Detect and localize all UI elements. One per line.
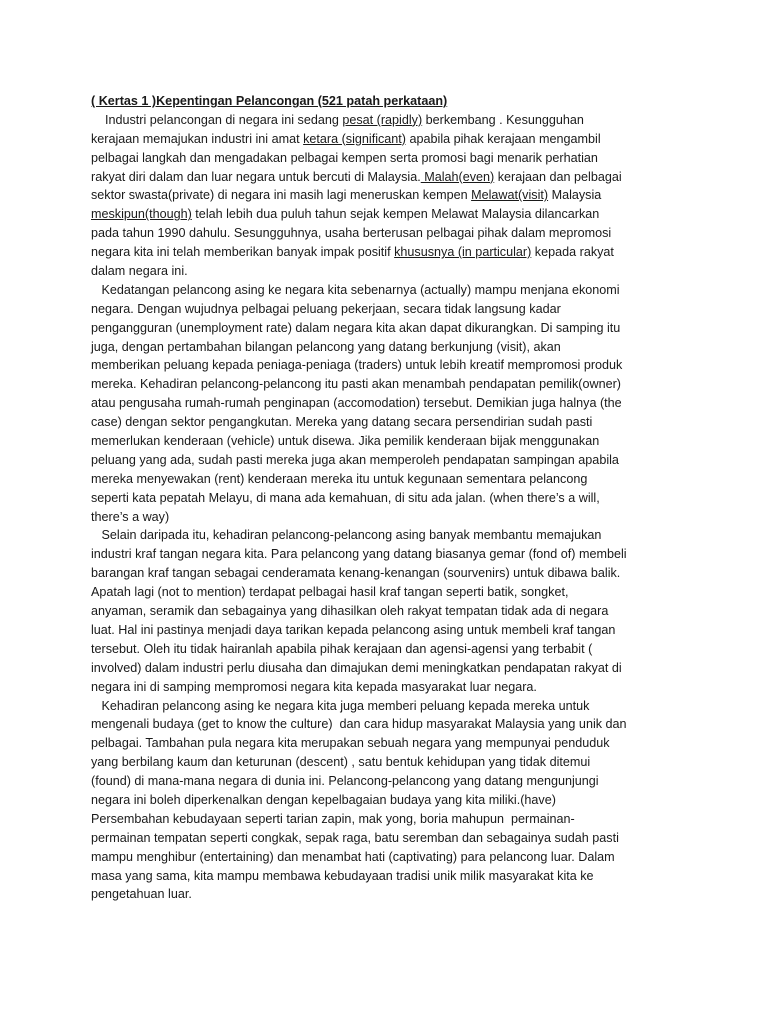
text-run: mereka menyewakan (rent) kenderaan mereka itu untuk kegunaan sementara pelancong [91, 471, 588, 486]
underlined-term: ketara (significant) [303, 131, 406, 146]
text-run: (found) di mana-mana negara di dunia ini. Pelancong-pelancong yang datang mengunjungi [91, 774, 599, 789]
text-run: seperti kata pepatah Melayu, di mana ada kemahuan, di situ ada jalan. (when there’s a will, [91, 490, 600, 505]
text-run: luat. Hal ini pastinya menjadi daya tarikan kepada pelancong asing untuk membeli kraf tangan [91, 622, 616, 637]
text-run: Selain daripada itu, kehadiran pelancong-pelancong asing banyak membantu memajukan [91, 528, 602, 543]
text-run: dalam negara ini. [91, 264, 188, 279]
text-line [91, 394, 711, 413]
text-line [91, 262, 711, 281]
text-line [91, 300, 711, 319]
text-run: pengangguran (unemployment rate) dalam negara kita akan dapat dikurangkan. Di samping itu [91, 320, 621, 335]
text-line [91, 489, 711, 508]
text-run: masa yang sama, kita mampu membawa kebudayaan tradisi unik milik masyarakat kita ke [91, 868, 594, 883]
text-line [91, 205, 711, 224]
document-title: ( Kertas 1 )Kepentingan Pelancongan (521 patah perkataan) [91, 94, 448, 108]
text-run: involved) dalam industri perlu diusaha dan dimajukan demi meningkatkan pendapatan rakyat di [91, 660, 622, 675]
text-run: Kedatangan pelancong asing ke negara kita sebenarnya (actually) mampu menjana ekonomi [91, 282, 620, 297]
underlined-term: Melawat(visit) [471, 188, 549, 203]
text-run: tersebut. Oleh itu tidak hairanlah apabila pihak kerajaan dan agensi-agensi yang terbabit ( [91, 641, 593, 656]
text-run: negara ini boleh diperkenalkan dengan kepelbagaian budaya yang kita miliki.(have) [91, 792, 556, 807]
text-line [91, 583, 711, 602]
text-run: pelbagai langkah dan mengadakan pelbagai kempen serta promosi bagi menarik perhatian [91, 150, 598, 165]
underlined-term: khususnya (in particular) [394, 245, 532, 260]
text-line [91, 621, 711, 640]
text-line [91, 451, 711, 470]
text-line [91, 810, 711, 829]
text-line [91, 640, 711, 659]
text-line [91, 130, 711, 149]
text-line [91, 564, 711, 583]
text-run: mereka. Kehadiran pelancong-pelancong itu pasti akan menambah pendapatan pemilik(owner) [91, 377, 621, 392]
text-run: rakyat diri dalam dan luar negara untuk bercuti di Malaysia. [91, 169, 421, 184]
text-run: kerajaan memajukan industri ini amat [91, 131, 304, 146]
underlined-term: Malah(even) [420, 169, 495, 184]
text-line [91, 772, 711, 791]
text-line [91, 281, 711, 300]
text-run: apabila pihak kerajaan mengambil [406, 131, 601, 146]
text-run: juga, dengan pertambahan bilangan pelancong yang datang berkunjung (visit), akan [91, 339, 561, 354]
text-run: negara ini di samping mempromosi negara kita kepada masyarakat luar negara. [91, 679, 537, 694]
text-run: kepada rakyat [531, 245, 614, 260]
text-run: atau pengusaha rumah-rumah penginapan (accomodation) tersebut. Demikian juga halnya (the [91, 396, 622, 411]
text-run: Malaysia [548, 188, 602, 203]
text-line [91, 885, 711, 904]
text-line [91, 432, 711, 451]
text-line [91, 697, 711, 716]
text-run: mengenali budaya (get to know the culture) dan cara hidup masyarakat Malaysia yang unik dan [91, 717, 627, 732]
text-line [91, 526, 711, 545]
text-line [91, 168, 711, 187]
text-line [91, 375, 711, 394]
document-body [91, 111, 711, 904]
text-line [91, 867, 711, 886]
text-line [91, 338, 711, 357]
text-run: pelbagai. Tambahan pula negara kita merupakan sebuah negara yang mempunyai penduduk [91, 736, 610, 751]
underlined-term: pesat (rapidly) [342, 112, 423, 127]
text-line [91, 791, 711, 810]
text-run: barangan kraf tangan sebagai cenderamata kenang-kenangan (sourvenirs) untuk dibawa balik. [91, 566, 621, 581]
text-run: pengetahuan luar. [91, 887, 192, 902]
text-run: telah lebih dua puluh tahun sejak kempen Melawat Malaysia dilancarkan [191, 207, 600, 222]
text-run: permainan tempatan seperti congkak, sepak raga, batu seremban dan sebagainya sudah pasti [91, 830, 619, 845]
text-line [91, 715, 711, 734]
text-run: berkembang . Kesungguhan [422, 112, 584, 127]
text-run: there’s a way) [91, 509, 170, 524]
text-line [91, 356, 711, 375]
underlined-term: meskipun(though) [91, 207, 192, 222]
text-line [91, 149, 711, 168]
text-run: anyaman, seramik dan sebagainya yang dihasilkan oleh rakyat tempatan tidak ada di negara [91, 604, 609, 619]
text-line [91, 224, 711, 243]
text-run: case) dengan sektor pengangkutan. Mereka yang datang secara persendirian sudah pasti [91, 415, 593, 430]
text-run: mampu menghibur (entertaining) dan menambat hati (captivating) para pelancong luar. Dalam [91, 849, 615, 864]
text-run: industri kraf tangan negara kita. Para pelancong yang datang biasanya gemar (fond of) membeli [91, 547, 627, 562]
text-run: yang berbilang kaum dan keturunan (descent) , satu bentuk kehidupan yang tidak ditemui [91, 755, 591, 770]
document-page [91, 92, 711, 904]
text-run: negara. Dengan wujudnya pelbagai peluang pekerjaan, secara tidak langsung kadar [91, 301, 561, 316]
text-run: sektor swasta(private) di negara ini masih lagi meneruskan kempen [91, 188, 472, 203]
text-line [91, 659, 711, 678]
text-line [91, 848, 711, 867]
text-line [91, 753, 711, 772]
text-run: Apatah lagi (not to mention) terdapat pelbagai hasil kraf tangan seperti batik, songket, [91, 585, 569, 600]
text-run: peluang yang ada, sudah pasti mereka juga akan memperoleh pendapatan sampingan apabila [91, 452, 619, 467]
text-run: kerajaan dan pelbagai [494, 169, 622, 184]
text-line [91, 508, 711, 527]
text-line [91, 545, 711, 564]
text-line [91, 319, 711, 338]
text-run: Kehadiran pelancong asing ke negara kita juga memberi peluang kepada mereka untuk [91, 698, 590, 713]
text-run: Industri pelancongan di negara ini sedang [91, 112, 343, 127]
text-run: pada tahun 1990 dahulu. Sesungguhnya, usaha berterusan pelbagai pihak dalam mepromosi [91, 226, 612, 241]
text-line [91, 829, 711, 848]
text-run: negara kita ini telah memberikan banyak impak positif [91, 245, 395, 260]
text-line [91, 470, 711, 489]
text-line [91, 734, 711, 753]
text-line [91, 602, 711, 621]
text-line [91, 413, 711, 432]
text-run: memberikan peluang kepada peniaga-peniaga (traders) untuk lebih kreatif mempromosi produk [91, 358, 623, 373]
text-line [91, 111, 711, 130]
text-run: memerlukan kenderaan (vehicle) untuk disewa. Jika pemilik kenderaan bijak menggunakan [91, 434, 600, 449]
text-line [91, 243, 711, 262]
text-line [91, 186, 711, 205]
text-line [91, 678, 711, 697]
text-run: Persembahan kebudayaan seperti tarian zapin, mak yong, boria mahupun permainan- [91, 811, 575, 826]
